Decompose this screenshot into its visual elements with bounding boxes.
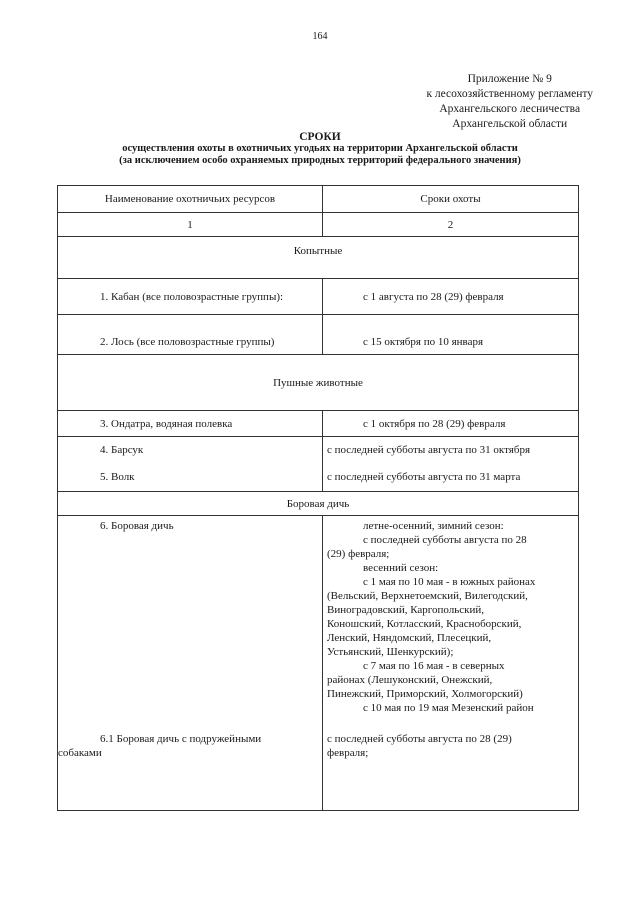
- appendix-line: к лесохозяйственному регламенту: [426, 88, 593, 100]
- title-line: (за исключением особо охраняемых природных территорий федерального значения): [119, 155, 521, 166]
- hunting-term: [323, 731, 579, 811]
- resource-name: 3. Ондатра, водяная полевка: [58, 411, 323, 437]
- hunting-term: с последней субботы августа по 31 марта: [323, 464, 579, 492]
- resource-name-line: собаками: [58, 746, 102, 759]
- header-col-number: 2: [323, 213, 579, 237]
- resource-name: 6. Боровая дичь: [58, 516, 323, 731]
- term-line: с 10 мая по 19 мая Мезенский район: [363, 702, 534, 714]
- resource-name-line: 6.1 Боровая дичь с подружейными: [100, 732, 262, 745]
- title-main: СРОКИ: [299, 131, 341, 143]
- term-line: с последней субботы августа по 28: [363, 534, 527, 546]
- hunting-term: с 1 октября по 28 (29) февраля: [323, 411, 579, 437]
- resource-name: 1. Кабан (все половозрастные группы):: [58, 279, 323, 315]
- hunting-terms-table: [57, 185, 579, 811]
- term-line: с 7 мая по 16 мая - в северных: [363, 660, 505, 672]
- term-line: Виноградовский, Каргопольский,: [327, 604, 485, 616]
- appendix-line: Архангельского лесничества: [439, 103, 581, 115]
- header-hunting-terms: Сроки охоты: [323, 186, 579, 213]
- section-fur-animals: Пушные животные: [58, 355, 579, 411]
- resource-name: 2. Лось (все половозрастные группы): [58, 315, 323, 355]
- resource-name: 5. Волк: [58, 464, 323, 492]
- term-line: летне-осенний, зимний сезон:: [363, 520, 504, 532]
- section-upland-game: Боровая дичь: [58, 492, 579, 516]
- term-line: (Вельский, Верхнетоемский, Вилегодский,: [327, 590, 528, 602]
- term-line: (29) февраля;: [327, 548, 390, 560]
- hunting-term: с 15 октября по 10 января: [323, 315, 579, 355]
- resource-name: [58, 731, 323, 811]
- hunting-term: с последней субботы августа по 31 октября: [323, 437, 579, 464]
- document-title: [0, 131, 640, 167]
- hunting-term-upland-game: [323, 516, 579, 731]
- resource-name: 4. Барсук: [58, 437, 323, 464]
- appendix-line: Приложение № 9: [467, 73, 552, 85]
- appendix-header: [426, 72, 593, 132]
- term-line: Ленский, Няндомский, Плесецкий,: [327, 632, 492, 644]
- term-line: февраля;: [327, 746, 369, 759]
- page-number: 164: [312, 31, 328, 42]
- title-line: осуществления охоты в охотничьих угодьях на территории Архангельской области: [122, 143, 518, 154]
- term-line: Пинежский, Приморский, Холмогорский): [327, 688, 523, 700]
- term-line: весенний сезон:: [363, 562, 439, 574]
- hunting-term: с 1 августа по 28 (29) февраля: [323, 279, 579, 315]
- appendix-line: Архангельской области: [452, 118, 568, 130]
- header-col-number: 1: [58, 213, 323, 237]
- term-line: районах (Лешуконский, Онежский,: [327, 674, 493, 686]
- term-line: Устьянский, Шенкурский);: [327, 646, 454, 658]
- section-hoofed: Копытные: [58, 237, 579, 279]
- term-line: с 1 мая по 10 мая - в южных районах: [363, 576, 536, 588]
- header-resource-name: Наименование охотничьих ресурсов: [58, 186, 323, 213]
- term-line: с последней субботы августа по 28 (29): [327, 732, 512, 745]
- term-line: Коношский, Котласский, Красноборский,: [327, 618, 522, 630]
